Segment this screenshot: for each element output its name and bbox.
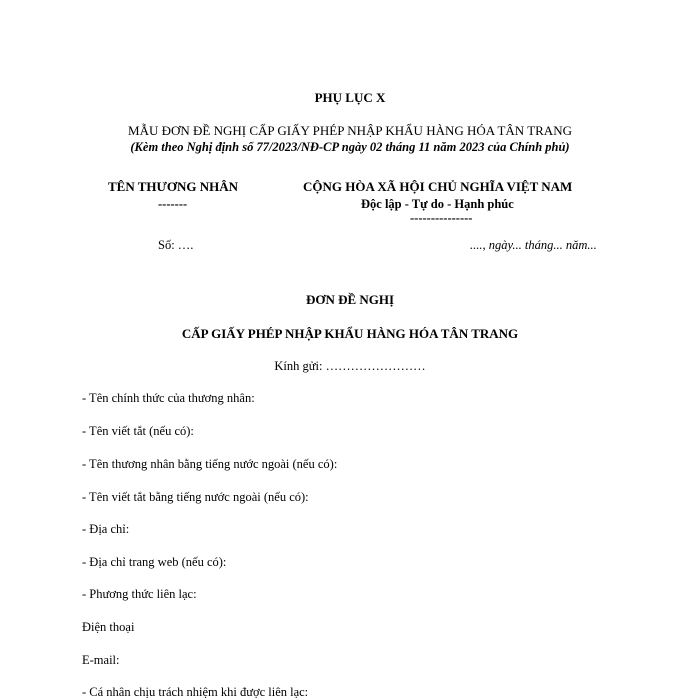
date-line: ...., ngày... tháng... năm...	[470, 238, 597, 252]
application-title: ĐƠN ĐỀ NGHỊ	[305, 292, 395, 307]
document-number: Số: ….	[158, 238, 194, 252]
trader-name-label: TÊN THƯƠNG NHÂN	[108, 179, 239, 194]
application-subtitle: CẤP GIẤY PHÉP NHẬP KHẨU HÀNG HÓA TÂN TRANG	[181, 326, 519, 341]
field-foreign-name: - Tên thương nhân bằng tiếng nước ngoài (nếu có):	[82, 457, 338, 471]
recipient-line: Kính gửi: ……………………	[274, 359, 426, 373]
form-title: MẪU ĐƠN ĐỀ NGHỊ CẤP GIẤY PHÉP NHẬP KHẨU HÀNG HÓA TÂN TRANG	[128, 123, 572, 138]
right-separator: ---------------	[410, 211, 473, 225]
field-foreign-short-name: - Tên viết tắt bằng tiếng nước ngoài (nếu có):	[82, 490, 309, 504]
field-official-name: - Tên chính thức của thương nhân:	[82, 391, 255, 405]
field-phone: Điện thoại	[82, 620, 135, 634]
national-motto: Độc lập - Tự do - Hạnh phúc	[361, 197, 514, 211]
field-email: E-mail:	[82, 653, 120, 667]
field-website: - Địa chỉ trang web (nếu có):	[82, 555, 227, 569]
country-name: CỘNG HÒA XÃ HỘI CHỦ NGHĨA VIỆT NAM	[303, 179, 573, 194]
appendix-heading: PHỤ LỤC X	[314, 90, 386, 105]
field-short-name: - Tên viết tắt (nếu có):	[82, 424, 194, 438]
decree-note: (Kèm theo Nghị định số 77/2023/NĐ-CP ngày 02 tháng 11 năm 2023 của Chính phủ)	[130, 140, 570, 154]
left-separator: -------	[158, 197, 188, 211]
field-address: - Địa chỉ:	[82, 522, 130, 536]
field-responsible-person: - Cá nhân chịu trách nhiệm khi được liên lạc:	[82, 685, 309, 699]
field-contact-method: - Phương thức liên lạc:	[82, 587, 197, 601]
